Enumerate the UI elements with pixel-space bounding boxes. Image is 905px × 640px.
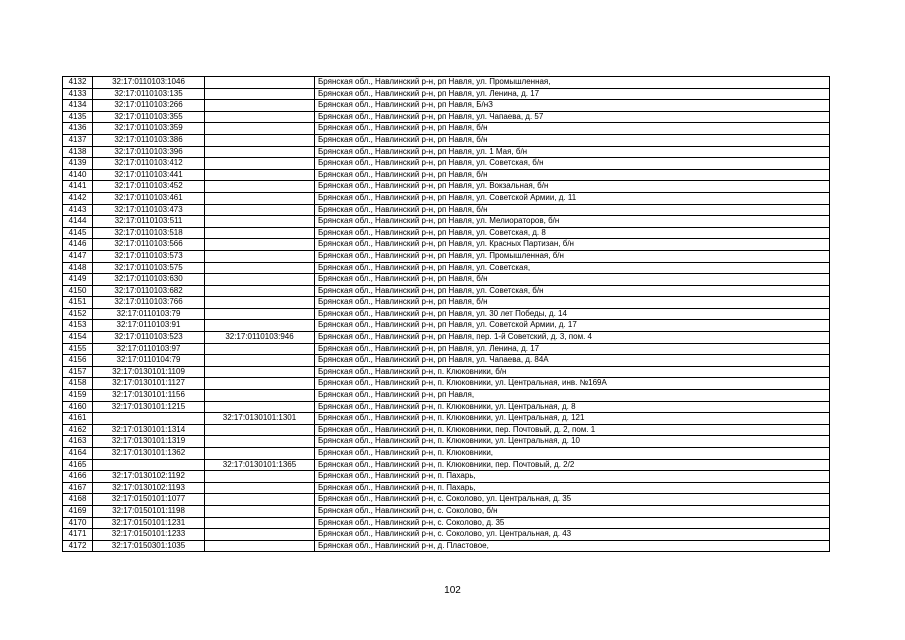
cadastral-number-cell: 32:17:0110103:573 bbox=[93, 250, 205, 262]
linked-cadastral-number-cell bbox=[205, 158, 315, 170]
linked-cadastral-number-cell bbox=[205, 134, 315, 146]
row-number-cell: 4156 bbox=[63, 355, 93, 367]
row-number-cell: 4165 bbox=[63, 459, 93, 471]
linked-cadastral-number-cell bbox=[205, 355, 315, 367]
address-cell: Брянская обл., Навлинский р-н, п. Клюковники, bbox=[315, 448, 830, 460]
linked-cadastral-number-cell bbox=[205, 471, 315, 483]
linked-cadastral-number-cell bbox=[205, 123, 315, 135]
cadastral-number-cell: 32:17:0130101:1156 bbox=[93, 390, 205, 402]
address-cell: Брянская обл., Навлинский р-н, рп Навля, ул. Советская, б/н bbox=[315, 285, 830, 297]
cadastral-number-cell: 32:17:0130101:1319 bbox=[93, 436, 205, 448]
address-cell: Брянская обл., Навлинский р-н, рп Навля, ул. 30 лет Победы, д. 14 bbox=[315, 308, 830, 320]
cadastral-number-cell: 32:17:0110103:523 bbox=[93, 332, 205, 344]
cadastral-number-cell bbox=[93, 413, 205, 425]
table-row bbox=[63, 216, 830, 228]
linked-cadastral-number-cell bbox=[205, 529, 315, 541]
linked-cadastral-number-cell bbox=[205, 192, 315, 204]
address-cell: Брянская обл., Навлинский р-н, п. Пахарь, bbox=[315, 482, 830, 494]
cadastral-number-cell: 32:17:0150101:1233 bbox=[93, 529, 205, 541]
linked-cadastral-number-cell bbox=[205, 146, 315, 158]
linked-cadastral-number-cell bbox=[205, 517, 315, 529]
address-cell: Брянская обл., Навлинский р-н, рп Навля, б/н bbox=[315, 204, 830, 216]
row-number-cell: 4143 bbox=[63, 204, 93, 216]
address-cell: Брянская обл., Навлинский р-н, рп Навля, bbox=[315, 390, 830, 402]
table-row bbox=[63, 100, 830, 112]
registry-table bbox=[62, 76, 830, 552]
cadastral-number-cell: 32:17:0150301:1035 bbox=[93, 540, 205, 552]
cadastral-number-cell: 32:17:0130101:1215 bbox=[93, 401, 205, 413]
row-number-cell: 4152 bbox=[63, 308, 93, 320]
row-number-cell: 4151 bbox=[63, 297, 93, 309]
row-number-cell: 4137 bbox=[63, 134, 93, 146]
table-row bbox=[63, 181, 830, 193]
address-cell: Брянская обл., Навлинский р-н, с. Соколово, ул. Центральная, д. 43 bbox=[315, 529, 830, 541]
address-cell: Брянская обл., Навлинский р-н, рп Навля, ул. Вокзальная, б/н bbox=[315, 181, 830, 193]
table-row bbox=[63, 123, 830, 135]
table-row bbox=[63, 239, 830, 251]
address-cell: Брянская обл., Навлинский р-н, рп Навля, ул. Чапаева, д. 57 bbox=[315, 111, 830, 123]
address-cell: Брянская обл., Навлинский р-н, рп Навля, б/н bbox=[315, 134, 830, 146]
address-cell: Брянская обл., Навлинский р-н, рп Навля, ул. Красных Партизан, б/н bbox=[315, 239, 830, 251]
cadastral-number-cell: 32:17:0110104:79 bbox=[93, 355, 205, 367]
cadastral-number-cell: 32:17:0130102:1192 bbox=[93, 471, 205, 483]
address-cell: Брянская обл., Навлинский р-н, п. Клюковники, ул. Центральная, д. 10 bbox=[315, 436, 830, 448]
table-row bbox=[63, 424, 830, 436]
table-row bbox=[63, 192, 830, 204]
cadastral-number-cell: 32:17:0110103:359 bbox=[93, 123, 205, 135]
table-row bbox=[63, 459, 830, 471]
table-row bbox=[63, 146, 830, 158]
row-number-cell: 4167 bbox=[63, 482, 93, 494]
address-cell: Брянская обл., Навлинский р-н, рп Навля, б/н bbox=[315, 274, 830, 286]
address-cell: Брянская обл., Навлинский р-н, рп Навля, ул. Советской Армии, д. 17 bbox=[315, 320, 830, 332]
table-row bbox=[63, 332, 830, 344]
table-row bbox=[63, 88, 830, 100]
address-cell: Брянская обл., Навлинский р-н, рп Навля, ул. Промышленная, bbox=[315, 77, 830, 89]
row-number-cell: 4163 bbox=[63, 436, 93, 448]
page-number: 102 bbox=[444, 585, 461, 596]
row-number-cell: 4145 bbox=[63, 227, 93, 239]
linked-cadastral-number-cell bbox=[205, 448, 315, 460]
linked-cadastral-number-cell bbox=[205, 378, 315, 390]
row-number-cell: 4144 bbox=[63, 216, 93, 228]
cadastral-number-cell: 32:17:0150101:1077 bbox=[93, 494, 205, 506]
cadastral-number-cell: 32:17:0110103:386 bbox=[93, 134, 205, 146]
address-cell: Брянская обл., Навлинский р-н, рп Навля, ул. Советская, bbox=[315, 262, 830, 274]
row-number-cell: 4161 bbox=[63, 413, 93, 425]
row-number-cell: 4136 bbox=[63, 123, 93, 135]
row-number-cell: 4171 bbox=[63, 529, 93, 541]
table-row bbox=[63, 482, 830, 494]
row-number-cell: 4168 bbox=[63, 494, 93, 506]
cadastral-number-cell: 32:17:0110103:135 bbox=[93, 88, 205, 100]
address-cell: Брянская обл., Навлинский р-н, п. Клюковники, ул. Центральная, д. 121 bbox=[315, 413, 830, 425]
table-row bbox=[63, 274, 830, 286]
linked-cadastral-number-cell bbox=[205, 297, 315, 309]
table-row bbox=[63, 343, 830, 355]
table-row bbox=[63, 111, 830, 123]
row-number-cell: 4135 bbox=[63, 111, 93, 123]
table-row bbox=[63, 169, 830, 181]
registry-table-body bbox=[63, 77, 830, 552]
table-row bbox=[63, 436, 830, 448]
table-row bbox=[63, 158, 830, 170]
row-number-cell: 4147 bbox=[63, 250, 93, 262]
row-number-cell: 4133 bbox=[63, 88, 93, 100]
linked-cadastral-number-cell: 32:17:0130101:1365 bbox=[205, 459, 315, 471]
linked-cadastral-number-cell bbox=[205, 169, 315, 181]
linked-cadastral-number-cell bbox=[205, 204, 315, 216]
row-number-cell: 4155 bbox=[63, 343, 93, 355]
linked-cadastral-number-cell bbox=[205, 274, 315, 286]
row-number-cell: 4140 bbox=[63, 169, 93, 181]
linked-cadastral-number-cell bbox=[205, 436, 315, 448]
address-cell: Брянская обл., Навлинский р-н, с. Соколово, ул. Центральная, д. 35 bbox=[315, 494, 830, 506]
linked-cadastral-number-cell bbox=[205, 540, 315, 552]
table-row bbox=[63, 529, 830, 541]
address-cell: Брянская обл., Навлинский р-н, п. Пахарь, bbox=[315, 471, 830, 483]
row-number-cell: 4148 bbox=[63, 262, 93, 274]
table-row bbox=[63, 77, 830, 89]
address-cell: Брянская обл., Навлинский р-н, рп Навля, б/н bbox=[315, 123, 830, 135]
cadastral-number-cell: 32:17:0130101:1127 bbox=[93, 378, 205, 390]
linked-cadastral-number-cell bbox=[205, 320, 315, 332]
table-row bbox=[63, 413, 830, 425]
address-cell: Брянская обл., Навлинский р-н, рп Навля, ул. Советская, б/н bbox=[315, 158, 830, 170]
row-number-cell: 4146 bbox=[63, 239, 93, 251]
linked-cadastral-number-cell bbox=[205, 390, 315, 402]
row-number-cell: 4139 bbox=[63, 158, 93, 170]
cadastral-number-cell: 32:17:0110103:91 bbox=[93, 320, 205, 332]
table-row bbox=[63, 378, 830, 390]
linked-cadastral-number-cell bbox=[205, 100, 315, 112]
address-cell: Брянская обл., Навлинский р-н, рп Навля, б/н bbox=[315, 297, 830, 309]
row-number-cell: 4134 bbox=[63, 100, 93, 112]
row-number-cell: 4166 bbox=[63, 471, 93, 483]
address-cell: Брянская обл., Навлинский р-н, п. Клюковники, б/н bbox=[315, 366, 830, 378]
cadastral-number-cell: 32:17:0110103:682 bbox=[93, 285, 205, 297]
cadastral-number-cell: 32:17:0110103:266 bbox=[93, 100, 205, 112]
cadastral-number-cell bbox=[93, 459, 205, 471]
address-cell: Брянская обл., Навлинский р-н, рп Навля, пер. 1-й Советский, д. 3, пом. 4 bbox=[315, 332, 830, 344]
table-row bbox=[63, 262, 830, 274]
table-row bbox=[63, 471, 830, 483]
linked-cadastral-number-cell: 32:17:0130101:1301 bbox=[205, 413, 315, 425]
address-cell: Брянская обл., Навлинский р-н, п. Клюковники, пер. Почтовый, д. 2, пом. 1 bbox=[315, 424, 830, 436]
cadastral-number-cell: 32:17:0110103:1046 bbox=[93, 77, 205, 89]
row-number-cell: 4149 bbox=[63, 274, 93, 286]
table-row bbox=[63, 366, 830, 378]
linked-cadastral-number-cell bbox=[205, 88, 315, 100]
linked-cadastral-number-cell bbox=[205, 262, 315, 274]
address-cell: Брянская обл., Навлинский р-н, рп Навля, ул. Ленина, д. 17 bbox=[315, 88, 830, 100]
cadastral-number-cell: 32:17:0110103:412 bbox=[93, 158, 205, 170]
cadastral-number-cell: 32:17:0150101:1198 bbox=[93, 505, 205, 517]
cadastral-number-cell: 32:17:0130102:1193 bbox=[93, 482, 205, 494]
linked-cadastral-number-cell bbox=[205, 111, 315, 123]
linked-cadastral-number-cell bbox=[205, 250, 315, 262]
address-cell: Брянская обл., Навлинский р-н, п. Клюковники, ул. Центральная, инв. №169А bbox=[315, 378, 830, 390]
linked-cadastral-number-cell bbox=[205, 181, 315, 193]
cadastral-number-cell: 32:17:0150101:1231 bbox=[93, 517, 205, 529]
linked-cadastral-number-cell bbox=[205, 424, 315, 436]
address-cell: Брянская обл., Навлинский р-н, рп Навля, ул. Промышленная, б/н bbox=[315, 250, 830, 262]
cadastral-number-cell: 32:17:0110103:511 bbox=[93, 216, 205, 228]
cadastral-number-cell: 32:17:0110103:575 bbox=[93, 262, 205, 274]
cadastral-number-cell: 32:17:0110103:355 bbox=[93, 111, 205, 123]
table-row bbox=[63, 250, 830, 262]
row-number-cell: 4142 bbox=[63, 192, 93, 204]
linked-cadastral-number-cell bbox=[205, 366, 315, 378]
table-row bbox=[63, 204, 830, 216]
table-row bbox=[63, 401, 830, 413]
table-row bbox=[63, 320, 830, 332]
address-cell: Брянская обл., Навлинский р-н, рп Навля, ул. Чапаева, д. 84А bbox=[315, 355, 830, 367]
cadastral-number-cell: 32:17:0110103:452 bbox=[93, 181, 205, 193]
linked-cadastral-number-cell: 32:17:0110103:946 bbox=[205, 332, 315, 344]
linked-cadastral-number-cell bbox=[205, 401, 315, 413]
row-number-cell: 4154 bbox=[63, 332, 93, 344]
table-row bbox=[63, 494, 830, 506]
row-number-cell: 4141 bbox=[63, 181, 93, 193]
cadastral-number-cell: 32:17:0110103:79 bbox=[93, 308, 205, 320]
cadastral-number-cell: 32:17:0130101:1314 bbox=[93, 424, 205, 436]
cadastral-number-cell: 32:17:0110103:766 bbox=[93, 297, 205, 309]
linked-cadastral-number-cell bbox=[205, 494, 315, 506]
linked-cadastral-number-cell bbox=[205, 308, 315, 320]
row-number-cell: 4138 bbox=[63, 146, 93, 158]
row-number-cell: 4160 bbox=[63, 401, 93, 413]
table-row bbox=[63, 227, 830, 239]
cadastral-number-cell: 32:17:0110103:97 bbox=[93, 343, 205, 355]
linked-cadastral-number-cell bbox=[205, 482, 315, 494]
address-cell: Брянская обл., Навлинский р-н, рп Навля, ул. Советской Армии, д. 11 bbox=[315, 192, 830, 204]
table-row bbox=[63, 134, 830, 146]
table-row bbox=[63, 308, 830, 320]
table-row bbox=[63, 448, 830, 460]
cadastral-number-cell: 32:17:0110103:518 bbox=[93, 227, 205, 239]
cadastral-number-cell: 32:17:0110103:396 bbox=[93, 146, 205, 158]
table-row bbox=[63, 285, 830, 297]
linked-cadastral-number-cell bbox=[205, 227, 315, 239]
address-cell: Брянская обл., Навлинский р-н, рп Навля, ул. Мелиораторов, б/н bbox=[315, 216, 830, 228]
cadastral-number-cell: 32:17:0130101:1109 bbox=[93, 366, 205, 378]
linked-cadastral-number-cell bbox=[205, 285, 315, 297]
address-cell: Брянская обл., Навлинский р-н, д. Пластовое, bbox=[315, 540, 830, 552]
cadastral-number-cell: 32:17:0110103:566 bbox=[93, 239, 205, 251]
table-row bbox=[63, 390, 830, 402]
address-cell: Брянская обл., Навлинский р-н, рп Навля, Б/нЗ bbox=[315, 100, 830, 112]
address-cell: Брянская обл., Навлинский р-н, с. Соколово, д. 35 bbox=[315, 517, 830, 529]
table-row bbox=[63, 297, 830, 309]
address-cell: Брянская обл., Навлинский р-н, п. Клюковники, ул. Центральная, д. 8 bbox=[315, 401, 830, 413]
linked-cadastral-number-cell bbox=[205, 77, 315, 89]
row-number-cell: 4157 bbox=[63, 366, 93, 378]
row-number-cell: 4164 bbox=[63, 448, 93, 460]
row-number-cell: 4162 bbox=[63, 424, 93, 436]
row-number-cell: 4172 bbox=[63, 540, 93, 552]
linked-cadastral-number-cell bbox=[205, 505, 315, 517]
address-cell: Брянская обл., Навлинский р-н, п. Клюковники, пер. Почтовый, д. 2/2 bbox=[315, 459, 830, 471]
cadastral-number-cell: 32:17:0110103:630 bbox=[93, 274, 205, 286]
row-number-cell: 4169 bbox=[63, 505, 93, 517]
row-number-cell: 4158 bbox=[63, 378, 93, 390]
row-number-cell: 4153 bbox=[63, 320, 93, 332]
address-cell: Брянская обл., Навлинский р-н, рп Навля, ул. 1 Мая, б/н bbox=[315, 146, 830, 158]
row-number-cell: 4159 bbox=[63, 390, 93, 402]
address-cell: Брянская обл., Навлинский р-н, рп Навля, ул. Ленина, д. 17 bbox=[315, 343, 830, 355]
table-row bbox=[63, 505, 830, 517]
row-number-cell: 4150 bbox=[63, 285, 93, 297]
cadastral-number-cell: 32:17:0110103:473 bbox=[93, 204, 205, 216]
linked-cadastral-number-cell bbox=[205, 216, 315, 228]
table-row bbox=[63, 517, 830, 529]
cadastral-number-cell: 32:17:0130101:1362 bbox=[93, 448, 205, 460]
row-number-cell: 4170 bbox=[63, 517, 93, 529]
linked-cadastral-number-cell bbox=[205, 239, 315, 251]
address-cell: Брянская обл., Навлинский р-н, рп Навля, б/н bbox=[315, 169, 830, 181]
cadastral-number-cell: 32:17:0110103:441 bbox=[93, 169, 205, 181]
table-row bbox=[63, 355, 830, 367]
address-cell: Брянская обл., Навлинский р-н, с. Соколово, б/н bbox=[315, 505, 830, 517]
address-cell: Брянская обл., Навлинский р-н, рп Навля, ул. Советская, д. 8 bbox=[315, 227, 830, 239]
table-row bbox=[63, 540, 830, 552]
cadastral-number-cell: 32:17:0110103:461 bbox=[93, 192, 205, 204]
row-number-cell: 4132 bbox=[63, 77, 93, 89]
linked-cadastral-number-cell bbox=[205, 343, 315, 355]
